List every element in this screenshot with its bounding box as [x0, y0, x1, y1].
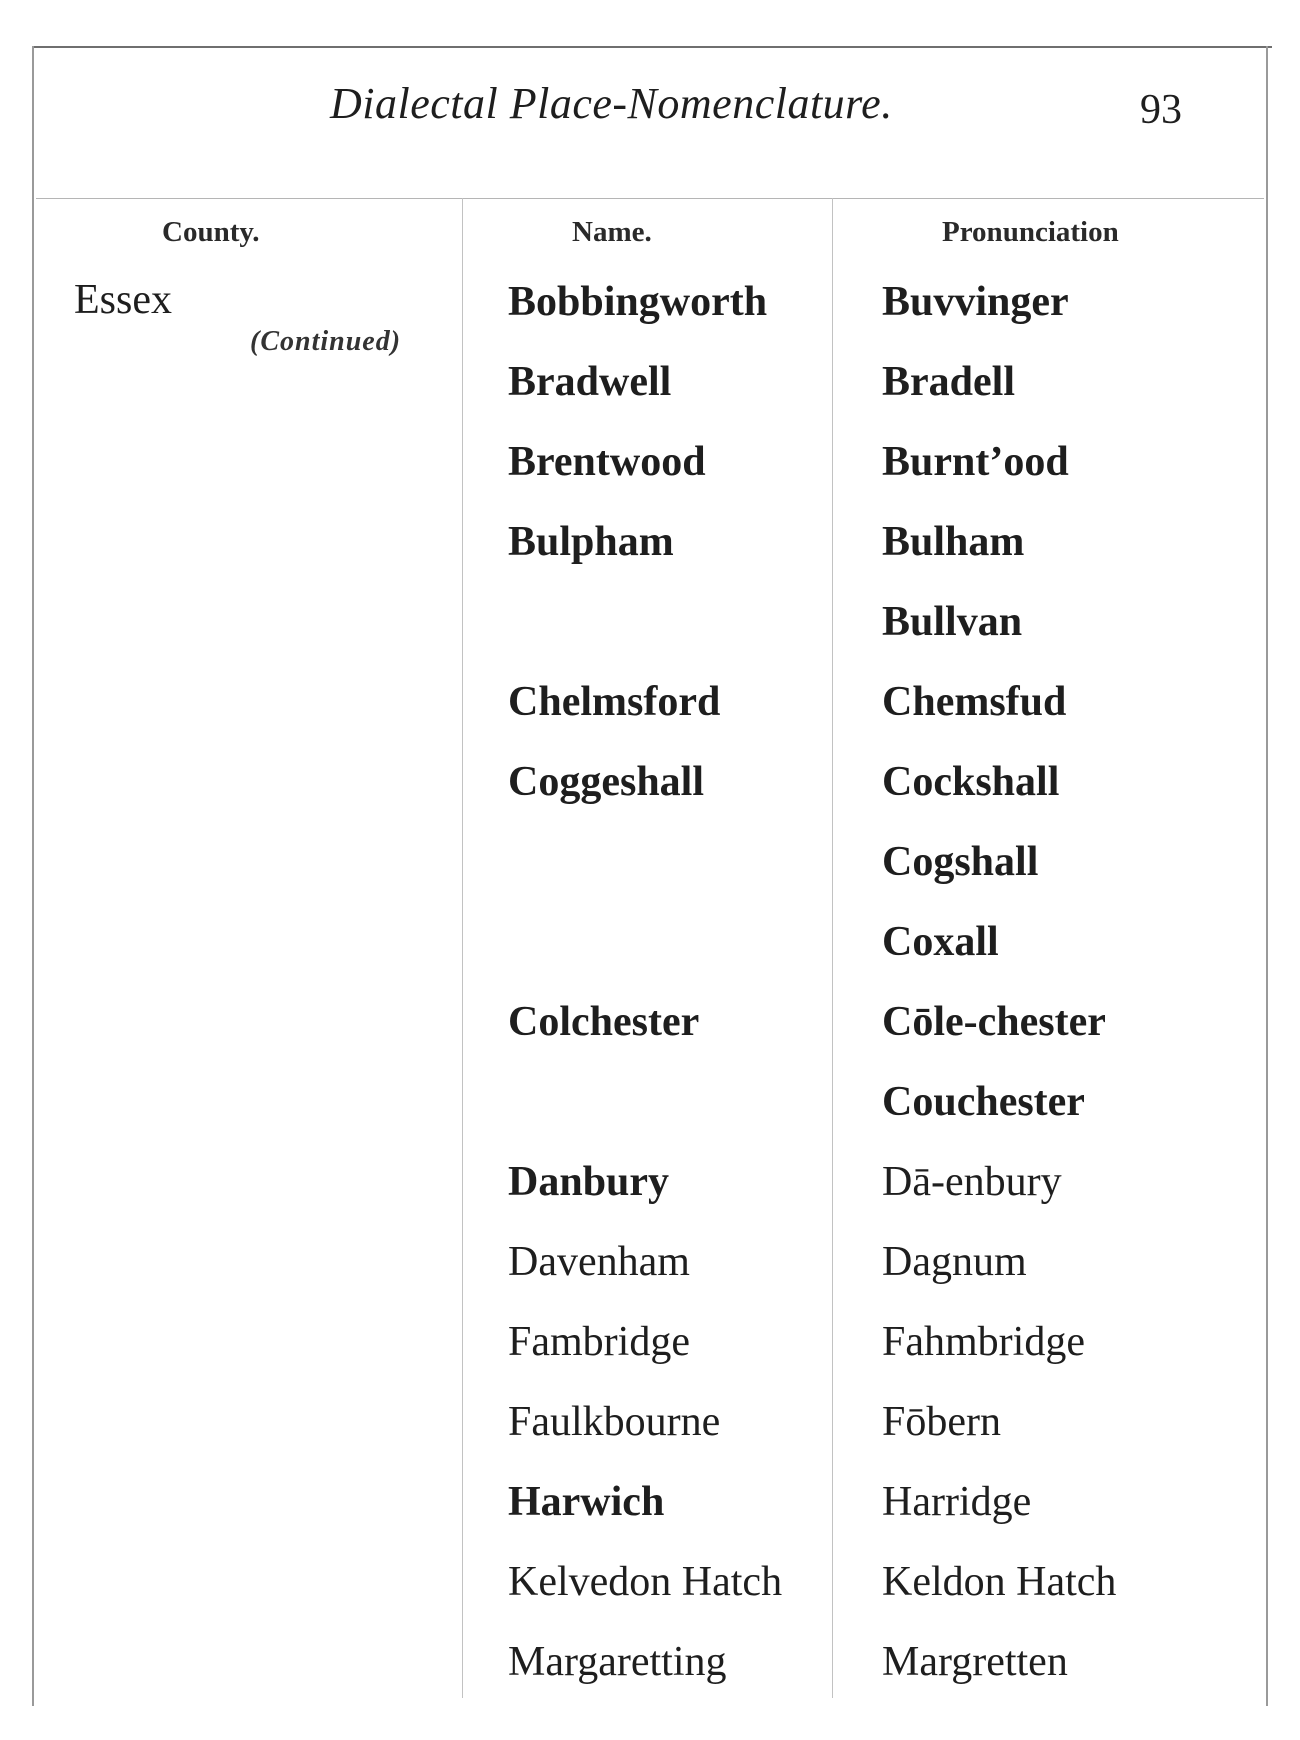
header-rule	[36, 198, 1264, 199]
column-divider-2	[832, 198, 833, 1698]
pronunciation: Buvvinger	[882, 279, 1069, 325]
pronunciation: Bradell	[882, 359, 1015, 405]
pronunciation: Cockshall	[882, 759, 1060, 805]
county-name: Essex	[74, 277, 172, 323]
place-name: Danbury	[508, 1159, 670, 1205]
column-divider-1	[462, 198, 463, 1698]
column-header-pronunciation: Pronunciation	[942, 216, 1119, 248]
place-name: Davenham	[508, 1239, 690, 1285]
place-name: Coggeshall	[508, 759, 705, 805]
pronunciation: Chemsfud	[882, 679, 1067, 725]
pronunciation: Cogshall	[882, 839, 1039, 885]
pronunciation: Harridge	[882, 1479, 1032, 1525]
pronunciation: Dagnum	[882, 1239, 1027, 1285]
county-continued-note: (Continued)	[250, 326, 402, 357]
left-border-rule	[32, 46, 34, 1706]
pronunciation: Couchester	[882, 1079, 1085, 1125]
place-name: Brentwood	[508, 439, 706, 485]
place-name: Kelvedon Hatch	[508, 1559, 783, 1605]
place-name: Chelmsford	[508, 679, 721, 725]
pronunciation: Coxall	[882, 919, 999, 965]
pronunciation: Fahmbridge	[882, 1319, 1085, 1365]
place-name: Bradwell	[508, 359, 672, 405]
place-name: Faulkbourne	[508, 1399, 721, 1445]
pronunciation: Bullvan	[882, 599, 1023, 645]
right-border-rule	[1266, 46, 1268, 1706]
pronunciation: Fōbern	[882, 1399, 1001, 1445]
pronunciation: Dā-enbury	[882, 1159, 1062, 1205]
place-name: Bobbingworth	[508, 279, 768, 325]
place-name: Bulpham	[508, 519, 674, 565]
column-header-name: Name.	[572, 216, 652, 248]
place-name: Fambridge	[508, 1319, 690, 1365]
page-number: 93	[1140, 87, 1182, 133]
top-border-rule	[32, 46, 1272, 48]
place-name: Margaretting	[508, 1639, 727, 1685]
column-header-county: County.	[162, 216, 260, 248]
place-name: Harwich	[508, 1479, 665, 1525]
pronunciation: Bulham	[882, 519, 1025, 565]
pronunciation: Burnt’ood	[882, 439, 1069, 485]
pronunciation: Keldon Hatch	[882, 1559, 1117, 1605]
place-name: Colchester	[508, 999, 700, 1045]
pronunciation: Margretten	[882, 1639, 1068, 1685]
running-title: Dialectal Place-Nomenclature.	[330, 79, 893, 128]
pronunciation: Cōle-chester	[882, 999, 1106, 1045]
